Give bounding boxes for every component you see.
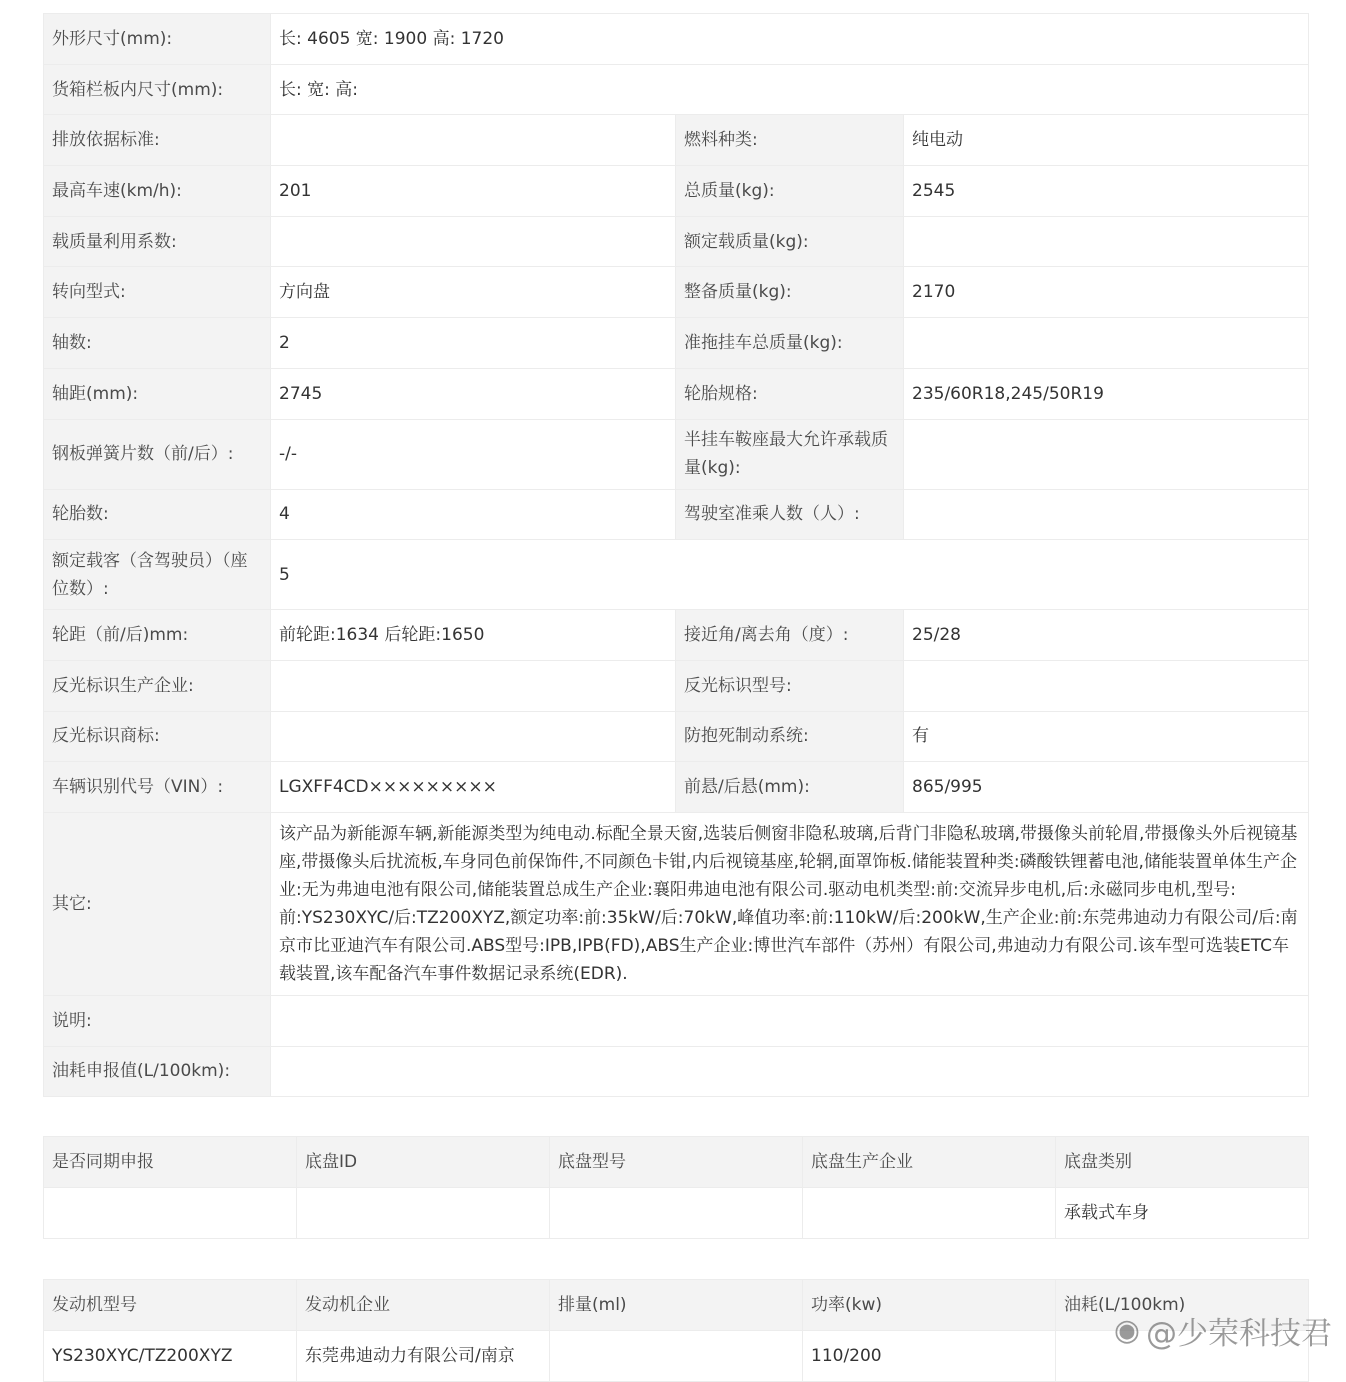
spec-row-other [44,812,1309,995]
engine-cell: 东莞弗迪动力有限公司/南京 [297,1331,550,1382]
chassis-header-cell: 底盘ID [297,1137,550,1188]
abs-value: 有 [904,711,1309,762]
overhang-value: 865/995 [904,762,1309,813]
cargo-value: 长: 宽: 高: [271,64,1309,115]
reflector-brand-label: 反光标识商标: [44,711,271,762]
chassis-header-row [44,1137,1309,1188]
reflector-maker-value [271,660,676,711]
chassis-table [43,1136,1309,1239]
chassis-cell [44,1188,297,1239]
watermark [1114,1308,1332,1353]
emission-value [271,115,676,166]
engine-header-cell: 发动机型号 [44,1280,297,1331]
total-mass-value: 2545 [904,166,1309,217]
note-label: 说明: [44,995,271,1046]
tire-spec-label: 轮胎规格: [676,368,904,419]
passengers-value: 5 [271,540,1309,610]
spec-row-wheelbase [44,368,1309,419]
dims-label: 外形尺寸(mm): [44,14,271,65]
cargo-label: 货箱栏板内尺寸(mm): [44,64,271,115]
spec-row-emission [44,115,1309,166]
track-label: 轮距（前/后)mm: [44,610,271,661]
tires-value: 4 [271,489,676,540]
spring-value: -/- [271,419,676,489]
spec-row-vin [44,762,1309,813]
rated-load-value [904,216,1309,267]
chassis-cell: 承载式车身 [1056,1188,1309,1239]
wheelbase-label: 轴距(mm): [44,368,271,419]
passengers-label: 额定载客（含驾驶员）（座位数）: [44,540,271,610]
weibo-icon: ◉ [1113,1313,1140,1348]
spec-row-steering [44,267,1309,318]
note-value [271,995,1309,1046]
spec-row-reflector-brand [44,711,1309,762]
rated-load-label: 额定载质量(kg): [676,216,904,267]
spec-row-reflector-maker [44,660,1309,711]
chassis-header-cell: 是否同期申报 [44,1137,297,1188]
fuel-consumption-label: 油耗申报值(L/100km): [44,1046,271,1097]
spec-row-fuel-consumption [44,1046,1309,1097]
axles-value: 2 [271,318,676,369]
chassis-header-cell: 底盘生产企业 [803,1137,1056,1188]
chassis-data-row [44,1188,1309,1239]
engine-cell: 110/200 [803,1331,1056,1382]
abs-label: 防抱死制动系统: [676,711,904,762]
engine-cell: YS230XYC/TZ200XYZ [44,1331,297,1382]
track-value: 前轮距:1634 后轮距:1650 [271,610,676,661]
vin-value: LGXFF4CD××××××××× [271,762,676,813]
angle-label: 接近角/离去角（度）: [676,610,904,661]
watermark-text: @少荣科技君 [1146,1316,1332,1352]
curb-mass-label: 整备质量(kg): [676,267,904,318]
engine-cell [550,1331,803,1382]
cab-label: 驾驶室准乘人数（人）: [676,489,904,540]
spec-row-dimensions [44,14,1309,65]
speed-label: 最高车速(km/h): [44,166,271,217]
spec-row-axles [44,318,1309,369]
chassis-cell [550,1188,803,1239]
steering-label: 转向型式: [44,267,271,318]
chassis-cell [803,1188,1056,1239]
load-coef-value [271,216,676,267]
saddle-label: 半挂车鞍座最大允许承载质量(kg): [676,419,904,489]
emission-label: 排放依据标准: [44,115,271,166]
trailer-value [904,318,1309,369]
engine-header-cell: 功率(kw) [803,1280,1056,1331]
axles-label: 轴数: [44,318,271,369]
wheelbase-value: 2745 [271,368,676,419]
engine-header-cell: 发动机企业 [297,1280,550,1331]
spec-row-passengers [44,540,1309,610]
reflector-maker-label: 反光标识生产企业: [44,660,271,711]
cab-value [904,489,1309,540]
spec-row-note [44,995,1309,1046]
trailer-label: 准拖挂车总质量(kg): [676,318,904,369]
chassis-header-cell: 底盘型号 [550,1137,803,1188]
curb-mass-value: 2170 [904,267,1309,318]
load-coef-label: 载质量利用系数: [44,216,271,267]
chassis-header-cell: 底盘类别 [1056,1137,1309,1188]
steering-value: 方向盘 [271,267,676,318]
reflector-model-value [904,660,1309,711]
reflector-brand-value [271,711,676,762]
speed-value: 201 [271,166,676,217]
engine-header-cell: 排量(ml) [550,1280,803,1331]
spring-label: 钢板弹簧片数（前/后）: [44,419,271,489]
tires-label: 轮胎数: [44,489,271,540]
engine-header-cell: 油耗(L/100km) [1056,1280,1309,1331]
total-mass-label: 总质量(kg): [676,166,904,217]
vin-label: 车辆识别代号（VIN）: [44,762,271,813]
saddle-value [904,419,1309,489]
other-label: 其它: [44,812,271,995]
dims-value: 长: 4605 宽: 1900 高: 1720 [271,14,1309,65]
reflector-model-label: 反光标识型号: [676,660,904,711]
overhang-label: 前悬/后悬(mm): [676,762,904,813]
other-value: 该产品为新能源车辆,新能源类型为纯电动.标配全景天窗,选装后侧窗非隐私玻璃,后背门非隐私玻璃,带摄像头前轮眉,带摄像头外后视镜基座,带摄像头后扰流板,车身同色前保饰件,不同颜色卡钳,内后视镜基座,轮辋,面罩饰板.储能装置种类:磷酸铁锂蓄电池,储能装置单体生产企业:无为弗迪电池有限公司,储能装置总成生产企业:襄阳弗迪电池有限公司.驱动电机类型:前:交流异步电机,后:永磁同步电机,型号:前:YS230XYC/后:TZ200XYZ,额定功率:前:35kW/后:70kW,峰值功率:前:110kW/后:200kW,生产企业:前:东莞弗迪动力有限公司/后:南京市比亚迪汽车有限公司.ABS型号:IPB,IPB(FD),ABS生产企业:博世汽车部件（苏州）有限公司,弗迪动力有限公司.该车型可选装ETC车载装置,该车配备汽车事件数据记录系统(EDR). [271,812,1309,995]
chassis-cell [297,1188,550,1239]
spec-table [43,13,1309,1097]
tire-spec-value: 235/60R18,245/50R19 [904,368,1309,419]
spec-row-speed [44,166,1309,217]
spec-row-cargo [44,64,1309,115]
spec-row-track [44,610,1309,661]
fuel-consumption-value [271,1046,1309,1097]
angle-value: 25/28 [904,610,1309,661]
spec-row-load [44,216,1309,267]
spec-row-tires [44,489,1309,540]
fuel-value: 纯电动 [904,115,1309,166]
fuel-label: 燃料种类: [676,115,904,166]
spec-row-spring [44,419,1309,489]
